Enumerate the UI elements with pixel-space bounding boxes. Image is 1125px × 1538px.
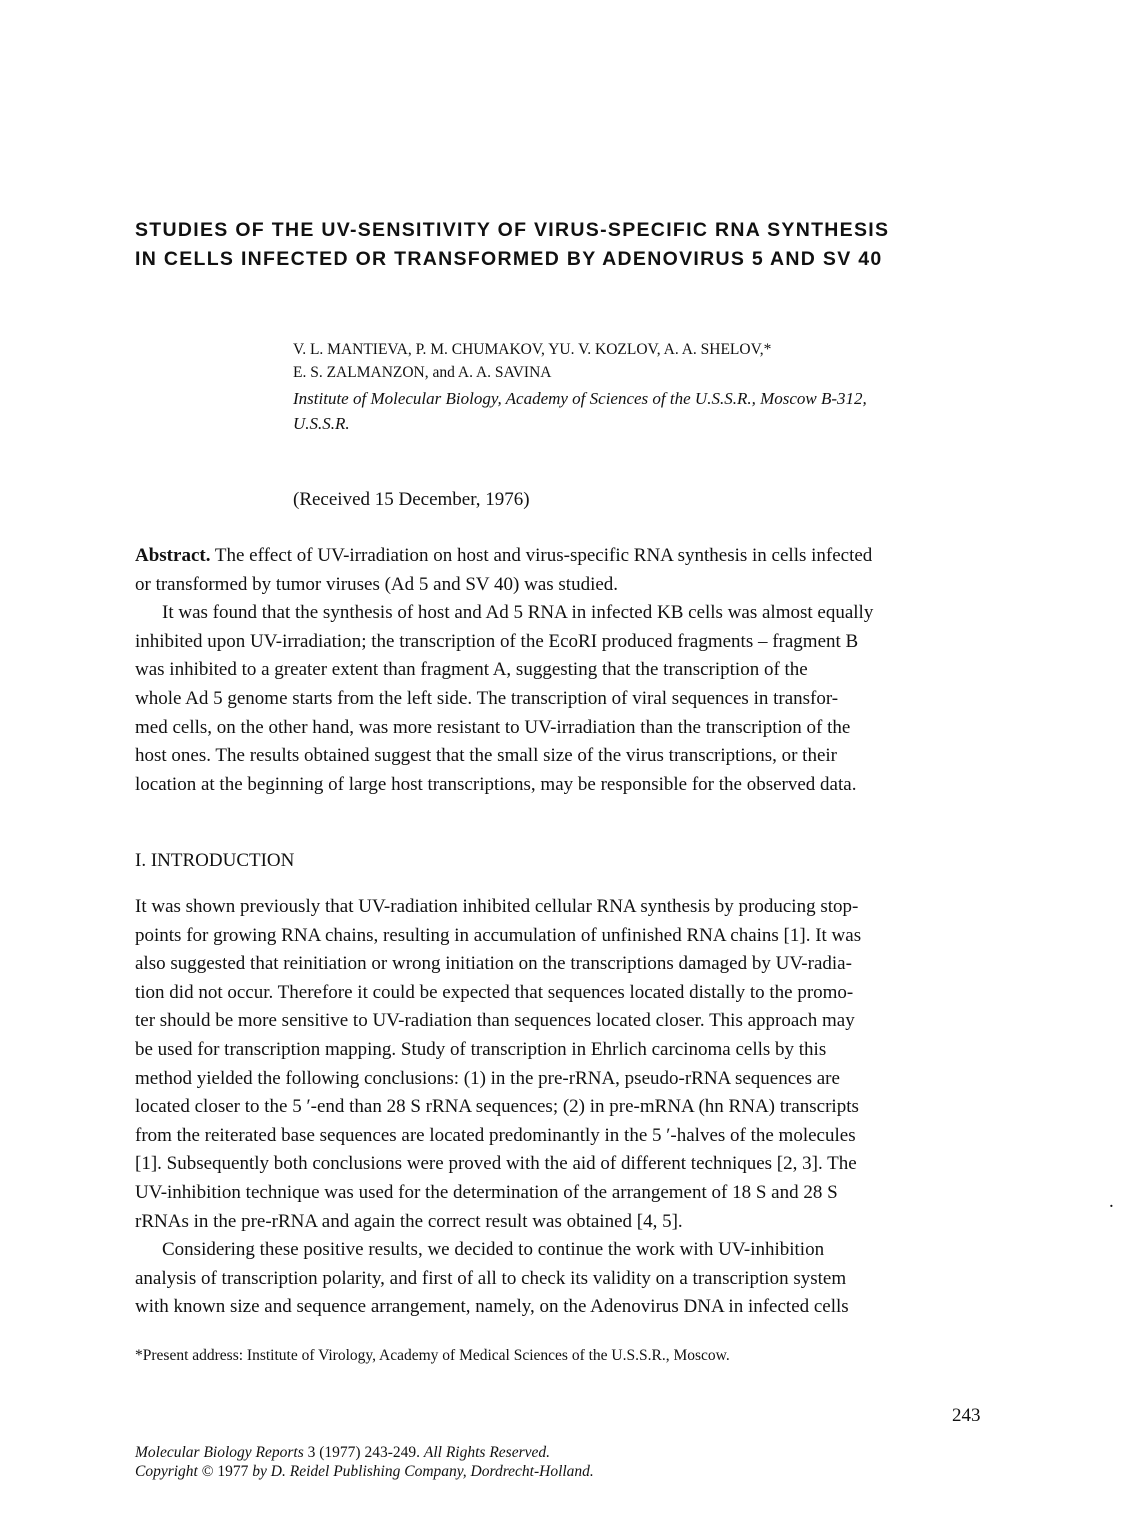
body-line: method yielded the following conclusions: (1) in the pre-rRNA, pseudo-rRNA sequences are xyxy=(135,1067,840,1089)
body-line: [1]. Subsequently both conclusions were proved with the aid of different techniques [2, 3]. The xyxy=(135,1153,857,1175)
abstract-line: was inhibited to a greater extent than fragment A, suggesting that the transcription of the xyxy=(135,659,808,681)
abstract-line: med cells, on the other hand, was more resistant to UV-irradiation than the transcription of the xyxy=(135,716,851,738)
page-number: 243 xyxy=(952,1405,981,1426)
body-line: UV-inhibition technique was used for the determination of the arrangement of 18 S and 28 S xyxy=(135,1181,838,1203)
body-line: ter should be more sensitive to UV-radiation than sequences located closer. This approach may xyxy=(135,1010,855,1032)
affiliation-line-1: Institute of Molecular Biology, Academy of Sciences of the U.S.S.R., Moscow B-312, xyxy=(293,389,867,408)
body-line: points for growing RNA chains, resulting in accumulation of unfinished RNA chains [1]. It was xyxy=(135,924,862,946)
publisher: by D. Reidel Publishing Company, Dordrecht-Holland. xyxy=(252,1463,594,1480)
copyright-sign: © 1977 xyxy=(197,1463,253,1480)
abstract-line: It was found that the synthesis of host and Ad 5 RNA in infected KB cells was almost equally xyxy=(162,602,874,624)
journal-info xyxy=(135,1443,594,1481)
abstract-line: host ones. The results obtained suggest that the small size of the virus transcriptions, or their xyxy=(135,745,837,767)
journal-volume: 3 (1977) 243-249. xyxy=(303,1444,424,1461)
section-heading: I. INTRODUCTION xyxy=(135,850,295,871)
received-date: (Received 15 December, 1976) xyxy=(293,489,530,510)
title-line-2: IN CELLS INFECTED OR TRANSFORMED BY ADENOVIRUS 5 AND SV 40 xyxy=(135,248,883,270)
body-line: It was shown previously that UV-radiation inhibited cellular RNA synthesis by producing stop- xyxy=(135,896,859,917)
body-line: analysis of transcription polarity, and first of all to check its validity on a transcription system xyxy=(135,1267,847,1289)
abstract-line: or transformed by tumor viruses (Ad 5 and SV 40) was studied. xyxy=(135,573,619,595)
copyright-word: Copyright xyxy=(135,1463,198,1480)
body-line: Considering these positive results, we decided to continue the work with UV-inhibition xyxy=(162,1239,825,1261)
abstract-line: location at the beginning of large host transcriptions, may be responsible for the observed data. xyxy=(135,773,857,795)
authors-line-1: V. L. MANTIEVA, P. M. CHUMAKOV, YU. V. KOZLOV, A. A. SHELOV,* xyxy=(293,341,772,358)
title-line-1: STUDIES OF THE UV-SENSITIVITY OF VIRUS-SPECIFIC RNA SYNTHESIS xyxy=(135,219,890,241)
journal-rights: All Rights Reserved. xyxy=(423,1444,550,1461)
introduction-body xyxy=(135,893,990,1322)
authors-line-2: E. S. ZALMANZON, and A. A. SAVINA xyxy=(293,364,552,381)
body-line: rRNAs in the pre-rRNA and again the correct result was obtained [4, 5]. xyxy=(135,1210,683,1232)
abstract-text: The effect of UV-irradiation on host and virus-specific RNA synthesis in cells infected xyxy=(210,545,873,566)
body-line: from the reiterated base sequences are located predominantly in the 5 ′-halves of the molecules xyxy=(135,1124,856,1146)
body-line: be used for transcription mapping. Study of transcription in Ehrlich carcinoma cells by this xyxy=(135,1038,827,1060)
abstract-line xyxy=(135,542,990,571)
body-line: tion did not occur. Therefore it could be expected that sequences located distally to the promo- xyxy=(135,981,854,1003)
body-line: with known size and sequence arrangement, namely, on the Adenovirus DNA in infected cells xyxy=(135,1296,849,1318)
footnote: *Present address: Institute of Virology, Academy of Medical Sciences of the U.S.S.R., Moscow. xyxy=(135,1347,730,1364)
stray-mark: . xyxy=(1109,1191,1114,1212)
affiliation xyxy=(293,386,1013,436)
abstract-label: Abstract. xyxy=(135,545,211,566)
abstract xyxy=(135,542,990,799)
abstract-line: whole Ad 5 genome starts from the left side. The transcription of viral sequences in transfor- xyxy=(135,687,839,709)
body-line: also suggested that reinitiation or wrong initiation on the transcriptions damaged by UV-radia- xyxy=(135,953,852,975)
affiliation-line-2: U.S.S.R. xyxy=(293,414,350,433)
journal-line-2 xyxy=(135,1462,594,1481)
journal-name: Molecular Biology Reports xyxy=(135,1444,304,1461)
body-line: located closer to the 5 ′-end than 28 S rRNA sequences; (2) in pre-mRNA (hn RNA) transcripts xyxy=(135,1096,859,1118)
journal-line-1 xyxy=(135,1443,594,1462)
author-list xyxy=(293,338,1013,384)
paper-title xyxy=(135,216,1005,274)
abstract-line: inhibited upon UV-irradiation; the transcription of the EcoRI produced fragments – fragment B xyxy=(135,630,859,652)
